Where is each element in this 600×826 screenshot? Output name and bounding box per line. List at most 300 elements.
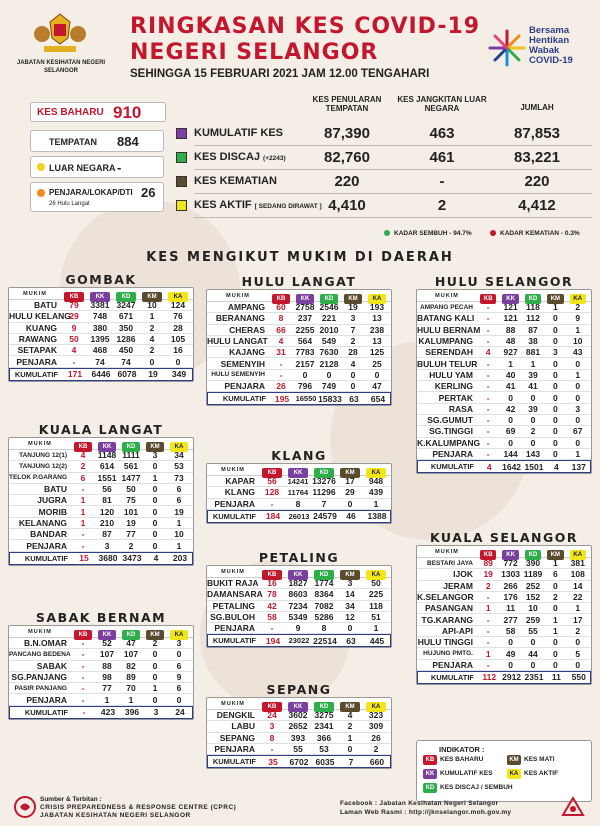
cell-ka: 47 (372, 381, 382, 392)
header-kd: KD (320, 294, 338, 304)
cell-kb: 4 (278, 336, 284, 347)
cell-kd: 0 (530, 437, 536, 448)
cell-kk: 11764 (287, 487, 309, 497)
cell-ka: 2 (575, 625, 581, 636)
cell-km: 19 (148, 369, 158, 380)
cell-kb: 24 (267, 710, 277, 721)
cell-km: 0 (350, 381, 356, 392)
mukim-name: TG.KARANG (421, 614, 473, 625)
mukim-name: SEMENYIH (220, 358, 265, 369)
table-row (207, 710, 391, 721)
mukim-name: DENGKIL (216, 710, 255, 721)
indicator-ka (507, 769, 558, 779)
summary-value: 87,390 (324, 125, 370, 142)
cell-kb: - (486, 381, 490, 392)
header-kk: KK (98, 442, 116, 452)
cell-ka: 105 (170, 334, 186, 345)
cell-kd: 1501 (524, 461, 544, 472)
district-sabak-bernam (8, 610, 194, 720)
cell-kk: 468 (92, 345, 108, 356)
cell-ka: 3 (575, 403, 581, 414)
luar-negara-value: - (117, 160, 122, 175)
table-row (207, 336, 391, 347)
cell-kd: 549 (321, 336, 337, 347)
summary-row (172, 194, 592, 218)
cell-kd: 0 (530, 392, 536, 403)
mukim-name: API-API (441, 625, 473, 636)
cell-kb: - (270, 623, 274, 634)
cell-kb: 58 (267, 612, 277, 623)
cell-km: 2 (350, 336, 356, 347)
cell-kd: 0 (530, 415, 536, 426)
table-row (417, 358, 591, 369)
cell-kk: 26013 (288, 511, 310, 521)
cell-km: 0 (149, 356, 155, 367)
cell-kk: 2758 (295, 302, 315, 313)
cell-ka: 13 (372, 313, 382, 324)
indicator-kb (423, 755, 483, 765)
cell-ka: 0 (575, 659, 581, 670)
cell-ka: 1 (575, 449, 581, 459)
cell-kk: 1642 (502, 461, 522, 472)
cell-kk: 49 (505, 648, 516, 659)
cprc-logo-icon (14, 796, 36, 818)
footer-source-jkn: JABATAN KESIHATAN NEGERI SELANGOR (40, 812, 191, 819)
cell-kb: - (486, 302, 490, 313)
cell-ka: 660 (369, 756, 385, 767)
cell-kd: 8364 (314, 589, 334, 600)
cell-ka: 10 (174, 529, 184, 540)
mukim-name: JERAM (443, 580, 473, 591)
cell-kb: 112 (482, 672, 497, 683)
header-kb: KB (262, 702, 282, 712)
cell-ka: 9 (176, 672, 182, 683)
cell-ka: 5 (575, 648, 581, 659)
summary-value: 4,410 (328, 197, 366, 214)
cell-km: 0 (152, 660, 158, 671)
cell-km: 10 (147, 300, 157, 311)
cell-kb: - (279, 358, 283, 369)
summary-header-tempatan: KES PENULARAN TEMPATAN (312, 95, 382, 113)
header-kd: KD (122, 630, 140, 640)
table-row (9, 661, 193, 672)
cell-kb: 56 (267, 476, 277, 487)
summary-value: 461 (429, 149, 455, 166)
cell-kd: 8 (321, 623, 327, 634)
table-total-row (207, 392, 391, 405)
cell-ka: 124 (170, 300, 186, 311)
page-title-line2: NEGERI SELANGOR (130, 40, 379, 65)
table-row (417, 648, 591, 659)
cell-ka: 0 (176, 649, 182, 660)
cell-km: 0 (553, 437, 558, 448)
header (0, 0, 600, 95)
mukim-name: PENJARA (214, 623, 255, 634)
cell-km: 0 (553, 313, 558, 324)
summary-header-luar: KES JANGKITAN LUAR NEGARA (397, 95, 487, 113)
indicator-tag: KA (507, 769, 521, 779)
cell-km: 1 (149, 311, 155, 322)
cell-kb: 66 (276, 324, 286, 335)
cell-km: 0 (152, 484, 158, 495)
cell-kd: 89 (126, 672, 136, 683)
cell-km: 6 (553, 569, 558, 580)
header-kb: KB (480, 294, 496, 304)
district-table (206, 289, 392, 406)
table-row (207, 721, 391, 732)
total-label: KUMULATIF (14, 369, 58, 379)
cell-kk: 7234 (288, 600, 308, 611)
header-kb: KB (480, 550, 496, 560)
cell-kb: 35 (268, 756, 278, 767)
mukim-name: BATU (34, 300, 57, 311)
cell-ka: 14 (573, 580, 583, 591)
cell-kk: 1303 (501, 569, 521, 580)
kes-baharu-label: KES BAHARU (37, 107, 104, 118)
district-table (416, 289, 592, 474)
header-kd: KD (525, 294, 541, 304)
table-row (9, 323, 193, 334)
header-mukim: MUKIM (221, 700, 245, 707)
mukim-name: HULU LANGAT (207, 336, 268, 347)
mukim-name: KELANANG (18, 517, 67, 528)
cell-kk: 0 (508, 437, 513, 448)
cell-km: 0 (553, 369, 558, 380)
mukim-name: KUANG (25, 322, 57, 333)
district-gombak (8, 272, 194, 382)
cell-km: 0 (553, 336, 558, 347)
cell-ka: 323 (368, 710, 384, 721)
cell-km: 2 (149, 345, 155, 356)
cell-kb: 29 (69, 311, 79, 322)
header-km: KM (146, 442, 164, 452)
cell-kk: 77 (102, 683, 112, 694)
cell-ka: 1 (373, 623, 379, 634)
cell-ka: 6 (176, 484, 182, 495)
cell-kb: - (81, 660, 85, 671)
cell-kb: 3 (269, 721, 275, 732)
header-kb: KB (74, 630, 92, 640)
table-row (417, 626, 591, 637)
cell-kd: 2 (128, 540, 134, 551)
cell-km: 4 (347, 710, 353, 721)
mukim-name: PASANGAN (424, 603, 473, 614)
table-row (9, 300, 193, 311)
cell-kd: 881 (525, 347, 541, 358)
cell-kk: 56 (102, 484, 112, 495)
cell-kb: - (486, 614, 490, 625)
table-row (207, 623, 391, 634)
kes-baharu-box (30, 102, 166, 122)
cell-kd: 77 (126, 529, 136, 540)
header-kk: KK (288, 570, 308, 580)
cell-kb: - (81, 683, 85, 694)
table-row (9, 683, 193, 694)
cell-kk: 2255 (295, 324, 315, 335)
district-table (416, 545, 592, 685)
header-km: KM (344, 294, 362, 304)
summary-value: 220 (334, 173, 360, 190)
header-mukim: MUKIM (226, 292, 250, 299)
cell-kb: 2 (485, 580, 491, 591)
header-ka: KA (366, 468, 386, 478)
table-row (417, 592, 591, 603)
summary-label-note: [ SEDANG DIRAWAT ] (254, 203, 322, 210)
cell-ka: 125 (369, 347, 385, 358)
summary-label (194, 151, 286, 163)
mukim-name: DAMANSARA (207, 589, 263, 600)
mukim-name: K.SELANGOR (417, 592, 474, 603)
cell-km: 4 (149, 334, 155, 345)
cell-ka: 0 (374, 369, 380, 380)
cell-km: 0 (347, 498, 353, 509)
mukim-name: HULU SEMENYIH (211, 371, 265, 379)
cell-km: 17 (345, 476, 355, 487)
cell-ka: 445 (369, 635, 385, 646)
cell-km: 0 (152, 672, 158, 683)
total-label: KUMULATIF (212, 636, 256, 646)
cell-km: 12 (345, 612, 355, 623)
cell-kd: 82 (126, 660, 136, 671)
district-sepang (206, 682, 392, 769)
table-row (417, 581, 591, 592)
summary-value: 220 (524, 173, 550, 190)
cell-km: 46 (346, 511, 356, 522)
table-header (207, 464, 391, 476)
table-row (9, 356, 193, 367)
cell-kd: 55 (528, 625, 538, 636)
cell-kd: 7082 (314, 600, 334, 611)
cell-ka: 0 (575, 358, 581, 369)
cell-kd: 39 (528, 403, 538, 414)
footer-source-label: Sumber & Terbitan : (40, 796, 102, 803)
footer-facebook: Facebook : Jabatan Kesihatan Negeri Selangor (340, 800, 499, 807)
cell-kd: 74 (121, 356, 131, 367)
cell-kd: 152 (525, 592, 541, 603)
mukim-name: PETALING (212, 600, 255, 611)
cell-kb: 50 (69, 334, 79, 345)
cell-kd: 38 (528, 336, 538, 347)
table-row (417, 637, 591, 648)
table-row (9, 672, 193, 683)
header-kd: KD (314, 468, 334, 478)
cell-ka: 0 (176, 694, 182, 705)
cell-kb: 60 (276, 302, 286, 313)
header-km: KM (142, 292, 162, 302)
header-kb: KB (74, 442, 92, 452)
table-header (207, 566, 391, 578)
cell-kb: - (486, 449, 490, 459)
header-ka: KA (570, 294, 586, 304)
cell-kd: 143 (525, 449, 541, 459)
cell-km: 3 (350, 313, 356, 324)
summary-label (194, 127, 286, 139)
mukim-name: PANCANG BEDENA (9, 650, 71, 658)
kes-baharu-value: 910 (113, 103, 142, 122)
cell-kk: 11 (506, 603, 516, 614)
mukim-name: TANJUNG 12(2) (19, 462, 67, 470)
cell-km: 0 (152, 694, 158, 705)
cell-km: 0 (553, 381, 558, 392)
header-mukim: MUKIM (435, 548, 459, 555)
table-row (207, 589, 391, 600)
cell-kd: 561 (123, 461, 139, 472)
header-ka: KA (366, 570, 386, 580)
cell-km: 3 (152, 450, 158, 461)
cell-kd: 41 (528, 381, 538, 392)
table-row (417, 603, 591, 614)
table-row (417, 313, 591, 324)
cell-kb: 4 (485, 347, 491, 358)
cell-ka: 948 (368, 476, 384, 487)
cell-kd: 47 (126, 638, 136, 649)
table-row (417, 558, 591, 569)
cell-kb: 19 (483, 569, 493, 580)
cell-ka: 2 (575, 302, 581, 313)
penjara-dot (37, 189, 45, 197)
cell-km: 1 (152, 472, 158, 483)
cell-kk: 121 (503, 302, 518, 313)
district-title: KUALA LANGAT (38, 422, 164, 437)
cell-ka: 203 (172, 553, 188, 564)
cell-kk: 380 (92, 322, 108, 333)
district-table (8, 287, 194, 382)
cell-kk: 41 (505, 381, 516, 392)
cell-kd: 366 (316, 732, 332, 743)
table-row (9, 518, 193, 529)
cell-kd: 1286 (116, 334, 136, 345)
total-label: KUMULATIF (430, 462, 474, 472)
summary-label-text: KES AKTIF (194, 199, 252, 211)
summary-header-jumlah: JUMLAH (520, 103, 554, 112)
cell-kd: 107 (123, 649, 139, 660)
cell-km: 0 (553, 392, 558, 403)
table-row (417, 415, 591, 426)
cell-km: 0 (553, 603, 558, 614)
cell-km: 0 (553, 426, 558, 437)
mukim-name: HULU YAM (429, 369, 473, 380)
summary-value: 2 (437, 197, 447, 214)
table-row (9, 311, 193, 322)
cell-kk: 237 (297, 313, 313, 324)
mukim-name: HULU KELANG (9, 311, 71, 322)
cell-km: 11 (551, 672, 561, 683)
mukim-name: PENJARA (26, 694, 67, 705)
cell-kk: 52 (102, 638, 112, 649)
cell-ka: 53 (174, 461, 184, 472)
total-label: KUMULATIF (430, 672, 474, 682)
cell-km: 3 (553, 347, 558, 358)
cell-km: 0 (553, 324, 558, 335)
table-row (9, 694, 193, 705)
cell-km: 0 (553, 415, 558, 426)
mukim-name: KLANG (224, 487, 255, 498)
cell-km: 0 (350, 369, 356, 380)
header-kk: KK (90, 292, 110, 302)
cell-kk: 0 (508, 659, 513, 670)
mukim-name: SG.BULOH (210, 612, 255, 623)
cell-ka: 439 (368, 487, 384, 498)
header-kd: KD (525, 550, 541, 560)
cell-kk: 393 (290, 732, 306, 743)
table-header (207, 698, 391, 710)
mukim-name: RAWANG (18, 334, 57, 345)
header-mukim: MUKIM (28, 628, 52, 635)
header-kd: KD (122, 442, 140, 452)
cell-kd: 7630 (319, 347, 339, 358)
table-row (417, 438, 591, 449)
table-row (207, 358, 391, 369)
mukim-name: KAJANG (229, 347, 265, 358)
mukim-name: PASIR PANJANG (14, 684, 67, 692)
cell-kb: 2 (80, 461, 86, 472)
cell-kk: 6702 (289, 756, 309, 767)
cell-ka: 1 (575, 603, 581, 614)
bersama-text-1: Bersama (529, 25, 570, 36)
cell-km: 63 (346, 635, 356, 646)
cell-kk: 1395 (90, 334, 110, 345)
cell-kk: 107 (99, 649, 115, 660)
cell-kb: 1 (80, 495, 86, 506)
header-ka: KA (366, 702, 386, 712)
cell-ka: 1 (575, 324, 581, 335)
cell-km: 1 (553, 625, 558, 636)
cell-kk: 176 (503, 592, 518, 603)
cell-ka: 654 (370, 393, 386, 404)
cell-kd: 671 (118, 311, 134, 322)
cell-kb: - (81, 529, 85, 540)
mukim-name: TANJUNG 12(1) (19, 451, 67, 459)
cell-ka: 9 (575, 313, 581, 324)
table-row (417, 449, 591, 460)
mukim-name: SG.PANJANG (11, 672, 67, 683)
cell-kd: 44 (528, 648, 538, 659)
cell-kb: - (81, 638, 85, 649)
cell-kb: 1 (80, 506, 86, 517)
cell-kb: - (81, 672, 85, 683)
cell-ka: 25 (372, 358, 382, 369)
table-row (207, 347, 391, 358)
table-total-row (207, 634, 391, 647)
mukim-name: SETAPAK (17, 345, 57, 356)
bersama-logo (487, 24, 597, 74)
kadar-sembuh: KADAR SEMBUH - 94.7% (384, 230, 472, 237)
cell-km: 7 (350, 324, 356, 335)
cell-kk: 796 (297, 381, 313, 392)
header-ka: KA (170, 442, 188, 452)
cell-kd: 749 (321, 381, 337, 392)
total-label: KUMULATIF (24, 707, 68, 717)
summary-value: 83,221 (514, 149, 560, 166)
cell-km: 3 (347, 578, 353, 589)
cell-kk: 2652 (288, 721, 308, 732)
table-total-row (207, 755, 391, 768)
cell-km: 0 (553, 358, 558, 369)
cell-kk: 0 (508, 415, 513, 426)
cell-ka: 1 (575, 369, 581, 380)
cell-km: 7 (348, 756, 354, 767)
cell-kb: - (486, 392, 490, 403)
cell-ka: 108 (570, 569, 585, 580)
cell-kd: 50 (126, 484, 136, 495)
table-row (417, 370, 591, 381)
cell-km: 1 (152, 683, 158, 694)
cell-km: 0 (553, 403, 558, 414)
mukim-name: BULUH TELUR (417, 358, 478, 369)
cell-kk: 48 (505, 336, 516, 347)
cell-km: 2 (553, 592, 558, 603)
mukim-name: JUGRA (37, 495, 67, 506)
